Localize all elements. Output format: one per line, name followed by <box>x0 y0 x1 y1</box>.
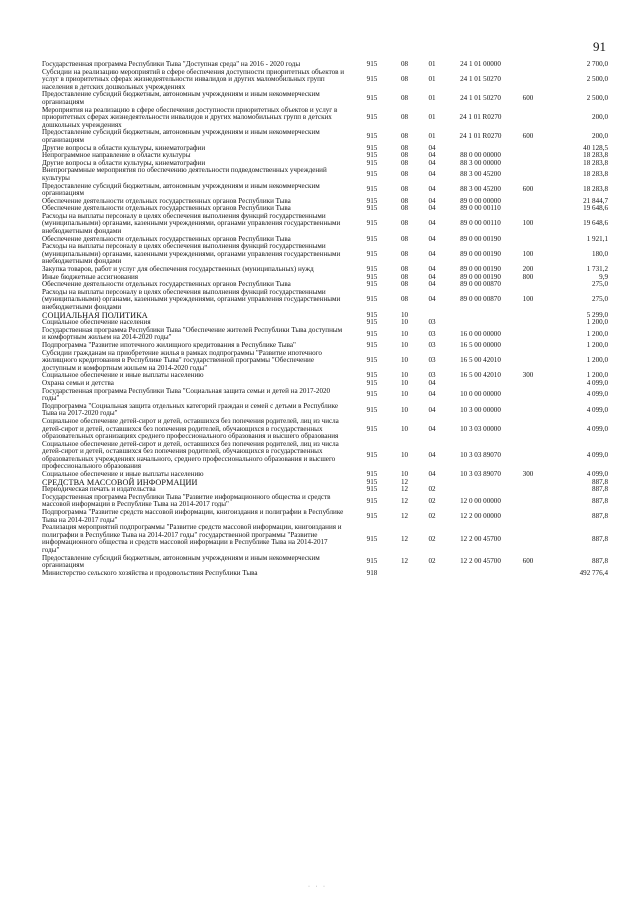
row-gr: 915 <box>366 318 378 327</box>
row-ps: 03 <box>428 340 436 349</box>
row-gr: 918 <box>366 568 378 577</box>
row-sum: 9,9 <box>599 272 608 281</box>
row-vr <box>514 570 542 578</box>
row-vr <box>514 479 542 487</box>
row-gr: 915 <box>366 557 378 566</box>
row-sum: 2 500,0 <box>586 94 608 103</box>
row-ps: 04 <box>428 280 436 289</box>
row-sum: 887,8 <box>592 485 608 494</box>
row-sum: 4 099,0 <box>586 378 608 387</box>
row-name: Социальное обеспечение населения <box>42 318 151 327</box>
row-sum: 1 200,0 <box>586 318 608 327</box>
table-row <box>42 129 608 144</box>
row-pr: 08 <box>400 295 409 304</box>
row-pr: 08 <box>400 143 409 152</box>
row-pr: 08 <box>400 75 409 84</box>
row-gr: 915 <box>366 60 378 68</box>
row-cs: 89 0 00 00110 <box>460 204 501 213</box>
row-pr: 08 <box>400 219 409 228</box>
row-gr: 915 <box>366 451 378 460</box>
row-ps: 04 <box>428 249 436 258</box>
row-vr: 100 <box>522 219 534 228</box>
row-cs: 24 1 01 50270 <box>460 75 501 84</box>
row-cs: 10 0 00 00000 <box>460 390 501 399</box>
row-gr: 915 <box>366 94 378 103</box>
table-row <box>42 91 608 106</box>
row-cs: 16 5 00 00000 <box>460 340 501 349</box>
row-name: Расходы на выплаты персоналу в целях обеспечения выполнения функций государственными (муниципальными) органами, казенными учреждениями, органами управления государственными внебюджетными фондами <box>42 287 341 311</box>
row-ps: 02 <box>428 534 436 543</box>
row-sum: 887,8 <box>592 534 608 543</box>
row-gr: 915 <box>366 272 378 281</box>
row-pr: 08 <box>400 280 409 289</box>
row-pr: 08 <box>400 94 409 103</box>
row-ps: 04 <box>428 390 436 399</box>
row-ps: 04 <box>428 378 436 387</box>
row-vr <box>514 167 542 182</box>
row-pr: 10 <box>400 371 409 380</box>
row-gr: 915 <box>366 151 378 160</box>
row-vr: 300 <box>522 470 534 479</box>
row-vr: 600 <box>522 557 534 566</box>
row-gr: 915 <box>366 329 378 338</box>
row-vr: 200 <box>522 265 534 274</box>
row-name: Обеспечение деятельности отдельных государственных органов Республики Тыва <box>42 280 291 289</box>
row-ps: 04 <box>428 295 436 304</box>
bottom-mark: · · · <box>308 884 327 890</box>
row-gr: 915 <box>366 378 378 387</box>
table-row <box>42 441 608 471</box>
row-vr <box>514 380 542 388</box>
row-pr: 12 <box>400 511 409 520</box>
row-cs: 12 2 00 00000 <box>460 511 501 520</box>
row-gr: 915 <box>366 113 378 122</box>
row-pr: 08 <box>400 158 409 167</box>
row-ps: 04 <box>428 451 436 460</box>
row-cs: 89 0 00 00190 <box>460 234 501 243</box>
table-row <box>42 327 608 342</box>
row-ps: 04 <box>428 196 436 205</box>
row-ps: 04 <box>428 158 436 167</box>
row-cs: 88 3 00 45200 <box>460 185 501 194</box>
row-ps: 01 <box>428 60 436 68</box>
row-gr: 915 <box>366 470 378 479</box>
row-ps: 02 <box>428 485 436 494</box>
row-sum: 275,0 <box>592 295 608 304</box>
row-name: Непрограммное направление в области культуры <box>42 151 191 160</box>
row-sum: 200,0 <box>592 132 608 141</box>
row-name: Социальное обеспечение детей-сирот и детей, оставшихся без попечения родителей, лиц из числа детей-сирот и детей, оставшихся без попечения родителей, обучающихся в государственных образовательных учреждениях начального, среднего профессионального образования и высшего профессионального образования <box>42 439 339 471</box>
row-name: Субсидии гражданам на приобретение жилья в рамках подпрограммы "Развитие ипотечного жилищного кредитования в Республике Тыва" государственной программы "Обеспечение доступным и комфортным жильем на 2014-2020 годы" <box>42 348 322 372</box>
row-pr: 08 <box>400 265 409 274</box>
row-cs: 89 0 00 00190 <box>460 272 501 281</box>
row-sum: 4 099,0 <box>586 390 608 399</box>
row-vr <box>514 388 542 403</box>
row-cs: 12 2 00 45700 <box>460 557 501 566</box>
row-cs: 24 1 01 50270 <box>460 94 501 103</box>
row-vr <box>514 69 542 92</box>
row-ps: 04 <box>428 470 436 479</box>
row-vr: 600 <box>522 94 534 103</box>
row-cs: 12 2 00 45700 <box>460 534 501 543</box>
row-vr <box>514 441 542 471</box>
row-ps: 04 <box>428 170 436 179</box>
row-sum: 2 700,0 <box>586 60 608 68</box>
row-name: Расходы на выплаты персоналу в целях обеспечения выполнения функций государственными (муниципальными) органами, казенными учреждениями, органами управления государственными внебюджетными фондами <box>42 242 341 266</box>
row-vr: 100 <box>522 295 534 304</box>
row-cs: 24 1 01 00000 <box>460 60 501 68</box>
row-name: Периодическая печать и издательства <box>42 485 156 494</box>
row-gr: 915 <box>366 356 378 365</box>
row-gr: 915 <box>366 196 378 205</box>
row-sum: 200,0 <box>592 113 608 122</box>
row-pr: 10 <box>400 378 409 387</box>
row-pr: 10 <box>400 329 409 338</box>
row-pr: 12 <box>400 534 409 543</box>
row-vr: 600 <box>522 185 534 194</box>
row-gr: 915 <box>366 496 378 505</box>
row-pr: 08 <box>400 185 409 194</box>
row-sum: 1 921,1 <box>586 234 608 243</box>
row-pr: 08 <box>400 234 409 243</box>
row-sum: 1 200,0 <box>586 371 608 380</box>
row-sum: 40 128,5 <box>583 143 608 152</box>
row-sum: 5 299,0 <box>586 310 608 319</box>
row-name: Другие вопросы в области культуры, кинематографии <box>42 143 206 152</box>
row-ps: 04 <box>428 204 436 213</box>
table-row <box>42 289 608 312</box>
table-row <box>42 69 608 92</box>
table-row <box>42 243 608 266</box>
row-ps: 04 <box>428 405 436 414</box>
row-ps: 02 <box>428 496 436 505</box>
row-sum: 4 099,0 <box>586 424 608 433</box>
table-row <box>42 107 608 130</box>
row-name: Реализация мероприятий подпрограммы "Развитие средств массовой информации, книгоиздания и полиграфии в Республике Тыва на 2014-2017 годы" государственной программы "Развитие информационного общества и средств массовой информации в Республике Тыва на 2014-2017 годы" <box>42 523 342 554</box>
row-vr: 600 <box>522 132 534 141</box>
row-pr: 08 <box>400 196 409 205</box>
row-pr: 08 <box>400 60 409 68</box>
row-name: Предоставление субсидий бюджетным, автономным учреждениям и иным некоммерческим организациям <box>42 181 320 198</box>
row-name: Обеспечение деятельности отдельных государственных органов Республики Тыва <box>42 196 291 205</box>
row-pr: 10 <box>400 390 409 399</box>
row-gr: 915 <box>366 265 378 274</box>
row-gr: 915 <box>366 310 378 319</box>
row-gr: 915 <box>366 234 378 243</box>
table-row <box>42 570 608 578</box>
row-cs <box>447 479 514 487</box>
table-row <box>42 555 608 570</box>
row-gr: 915 <box>366 405 378 414</box>
row-vr <box>514 403 542 418</box>
row-name: Социальное обеспечение и иные выплаты населению <box>42 371 204 380</box>
row-cs: 12 0 00 00000 <box>460 496 501 505</box>
row-cs: 89 0 00 00000 <box>460 196 501 205</box>
row-gr: 915 <box>366 390 378 399</box>
row-ps: 04 <box>428 272 436 281</box>
row-cs: 88 3 00 45200 <box>460 170 501 179</box>
row-vr <box>514 312 542 320</box>
row-gr: 915 <box>366 170 378 179</box>
row-name: Предоставление субсидий бюджетным, автономным учреждениям и иным некоммерческим организациям <box>42 553 320 570</box>
table-row <box>42 403 608 418</box>
row-gr: 915 <box>366 143 378 152</box>
row-vr <box>514 342 542 350</box>
row-pr: 10 <box>400 340 409 349</box>
row-ps: 04 <box>428 234 436 243</box>
row-cs: 88 3 00 00000 <box>460 158 501 167</box>
row-ps: 04 <box>428 424 436 433</box>
row-cs: 89 0 00 00190 <box>460 249 501 258</box>
row-ps: 03 <box>428 329 436 338</box>
row-ps: 04 <box>428 143 436 152</box>
row-vr <box>514 205 542 213</box>
row-pr: 08 <box>400 151 409 160</box>
row-vr <box>514 145 542 153</box>
row-name: СОЦИАЛЬНАЯ ПОЛИТИКА <box>42 310 148 320</box>
row-ps: 04 <box>428 151 436 160</box>
row-sum: 887,8 <box>592 511 608 520</box>
row-gr: 915 <box>366 158 378 167</box>
row-name: Закупка товаров, работ и услуг для обеспечения государственных (муниципальных) нужд <box>42 265 314 274</box>
row-vr <box>514 281 542 289</box>
row-cs <box>447 312 514 320</box>
row-name: Государственная программа Республики Тыва "Развитие информационного общества и средств массовой информации в Республике Тыва на 2014-2017 годы" <box>42 492 331 509</box>
row-vr <box>514 327 542 342</box>
row-cs <box>447 380 514 388</box>
row-sum: 1 200,0 <box>586 356 608 365</box>
row-pr: 10 <box>400 356 409 365</box>
row-name: Подпрограмма "Развитие ипотечного жилищного кредитования в Республике Тыва" <box>42 340 296 349</box>
row-gr: 915 <box>366 295 378 304</box>
row-sum: 19 648,6 <box>583 219 608 228</box>
row-gr: 915 <box>366 511 378 520</box>
row-sum: 180,0 <box>592 249 608 258</box>
row-pr: 08 <box>400 204 409 213</box>
row-pr: 12 <box>400 496 409 505</box>
row-name: Социальное обеспечение детей-сирот и детей, оставшихся без попечения родителей, лиц из числа детей-сирот и детей, оставшихся без попечения родителей, обучающихся в государственных образовательных организациях среднего профессионального образования и высшего образования <box>42 416 339 441</box>
row-name: Охрана семьи и детства <box>42 378 114 387</box>
row-pr: 12 <box>400 477 409 486</box>
row-gr: 915 <box>366 185 378 194</box>
row-gr: 915 <box>366 477 378 486</box>
table-row <box>42 350 608 373</box>
row-name: Государственная программа Республики Тыва "Социальная защита семьи и детей на 2017-2020 годы" <box>42 386 331 403</box>
row-ps: 01 <box>428 113 436 122</box>
row-gr: 915 <box>366 132 378 141</box>
row-sum: 4 099,0 <box>586 451 608 460</box>
row-ps: 04 <box>428 185 436 194</box>
row-cs: 10 3 03 89070 <box>460 470 501 479</box>
row-sum: 492 776,4 <box>579 568 608 577</box>
row-sum: 1 200,0 <box>586 340 608 349</box>
row-cs: 89 0 00 00870 <box>460 295 501 304</box>
row-vr: 100 <box>522 249 534 258</box>
row-ps: 03 <box>428 318 436 327</box>
row-cs <box>447 486 514 494</box>
row-cs <box>447 570 514 578</box>
row-vr <box>514 486 542 494</box>
row-ps: 01 <box>428 94 436 103</box>
row-ps: 03 <box>428 371 436 380</box>
row-cs: 10 3 03 00000 <box>460 424 501 433</box>
row-name: Иные бюджетные ассигнования <box>42 272 139 281</box>
row-name: Государственная программа Республики Тыва "Обеспечение жителей Республики Тыва доступным и комфортным жильем на 2014-2020 годы" <box>42 325 343 342</box>
row-name: Социальное обеспечение и иные выплаты населению <box>42 470 204 479</box>
page-number: 91 <box>593 39 606 54</box>
row-vr <box>514 236 542 244</box>
row-pr: 10 <box>400 451 409 460</box>
row-vr <box>514 319 542 327</box>
row-name: Государственная программа Республики Тыва "Доступная среда" на 2016 - 2020 годы <box>42 60 301 68</box>
row-gr: 915 <box>366 75 378 84</box>
row-cs: 24 1 01 R0270 <box>459 132 502 141</box>
row-sum: 4 099,0 <box>586 405 608 414</box>
row-pr: 10 <box>400 470 409 479</box>
row-name: Подпрограмма "Развитие средств массовой информации, книгоиздания и полиграфии в Республике Тыва на 2014-2017 годы" <box>42 508 344 524</box>
row-pr: 08 <box>400 132 409 141</box>
row-cs: 89 0 00 00110 <box>460 219 501 228</box>
row-ps: 04 <box>428 265 436 274</box>
table-row <box>42 524 608 554</box>
row-name: Другие вопросы в области культуры, кинематографии <box>42 158 206 167</box>
row-cs: 89 0 00 00190 <box>460 265 501 274</box>
row-vr <box>514 160 542 168</box>
row-vr <box>514 61 542 69</box>
row-gr: 915 <box>366 424 378 433</box>
table-row <box>42 494 608 509</box>
row-name: Обеспечение деятельности отдельных государственных органов Республики Тыва <box>42 234 291 243</box>
row-name: Подпрограмма "Социальная защита отдельных категорий граждан и семей с детьми в Республике Тыва на 2017-2020 годы" <box>42 401 339 418</box>
row-gr: 915 <box>366 534 378 543</box>
row-ps <box>417 570 447 578</box>
row-gr: 915 <box>366 249 378 258</box>
row-cs: 89 0 00 00870 <box>460 280 501 289</box>
row-sum: 18 283,8 <box>583 158 608 167</box>
row-vr <box>514 198 542 206</box>
row-ps: 01 <box>428 132 436 141</box>
row-sum: 18 283,8 <box>583 170 608 179</box>
table-row <box>42 509 608 524</box>
row-gr: 915 <box>366 219 378 228</box>
row-sum: 21 844,7 <box>583 196 608 205</box>
row-name: Субсидии на реализацию мероприятий в сфере обеспечения доступности приоритетных объектов и услуг в приоритетных сферах жизнедеятельности инвалидов и других маломобильных групп населения в детских дошкольных учреждениях <box>42 67 345 91</box>
row-name: Обеспечение деятельности отдельных государственных органов Республики Тыва <box>42 204 291 213</box>
row-pr: 08 <box>400 170 409 179</box>
row-sum: 887,8 <box>592 496 608 505</box>
row-ps: 02 <box>428 511 436 520</box>
row-pr: 08 <box>400 249 409 258</box>
row-vr <box>514 107 542 130</box>
row-vr <box>514 418 542 441</box>
budget-table <box>42 61 608 577</box>
row-vr: 800 <box>522 272 534 281</box>
row-name: СРЕДСТВА МАССОВОЙ ИНФОРМАЦИИ <box>42 477 198 487</box>
table-row <box>42 372 608 380</box>
row-gr: 915 <box>366 204 378 213</box>
row-sum: 2 500,0 <box>586 75 608 84</box>
row-pr: 10 <box>400 310 409 319</box>
row-ps: 02 <box>428 557 436 566</box>
row-name: Предоставление субсидий бюджетным, автономным учреждениям и иным некоммерческим организациям <box>42 128 320 144</box>
row-vr <box>514 509 542 524</box>
table-row <box>42 183 608 198</box>
row-pr: 12 <box>400 485 409 494</box>
row-vr <box>514 524 542 554</box>
row-ps: 04 <box>428 219 436 228</box>
row-ps: 03 <box>428 356 436 365</box>
table-row <box>42 418 608 441</box>
row-vr: 300 <box>522 371 534 380</box>
row-gr: 915 <box>366 340 378 349</box>
row-gr: 915 <box>366 280 378 289</box>
row-cs: 10 3 00 00000 <box>460 405 501 414</box>
row-pr: 08 <box>400 272 409 281</box>
row-sum: 887,8 <box>592 557 608 566</box>
row-cs: 24 1 01 R0270 <box>459 113 502 122</box>
row-sum: 1 731,2 <box>586 265 608 274</box>
table-row <box>42 213 608 236</box>
row-gr: 915 <box>366 371 378 380</box>
row-cs: 16 0 00 00000 <box>460 329 501 338</box>
row-pr <box>392 570 417 578</box>
row-vr <box>514 152 542 160</box>
row-cs: 10 3 03 89070 <box>460 451 501 460</box>
row-cs <box>447 319 514 327</box>
table-row <box>42 388 608 403</box>
row-pr: 10 <box>400 424 409 433</box>
row-sum: 1 200,0 <box>586 329 608 338</box>
row-sum: 18 283,8 <box>583 185 608 194</box>
budget-table-body <box>42 61 608 577</box>
row-cs: 88 0 00 00000 <box>460 151 501 160</box>
row-sum: 275,0 <box>592 280 608 289</box>
row-sum: 4 099,0 <box>586 470 608 479</box>
row-name: Внепрограммные мероприятия по обеспечению деятельности подведомственных учреждений культуры <box>42 166 327 182</box>
row-cs: 16 5 00 42010 <box>460 371 501 380</box>
row-name: Мероприятия на реализацию в сфере обеспечения доступности приоритетных объектов и услуг в приоритетных сферах жизнедеятельности инвалидов и других маломобильных групп в детских дошкольных учреждениях <box>42 105 338 129</box>
row-ps: 01 <box>428 75 436 84</box>
row-pr: 12 <box>400 557 409 566</box>
row-pr: 08 <box>400 113 409 122</box>
table-row <box>42 167 608 182</box>
row-gr: 915 <box>366 485 378 494</box>
row-cs: 16 5 00 42010 <box>460 356 501 365</box>
row-name: Предоставление субсидий бюджетным, автономным учреждениям и иным некоммерческим организациям <box>42 90 320 106</box>
row-vr <box>514 350 542 373</box>
row-name: Расходы на выплаты персоналу в целях обеспечения выполнения функций государственными (муниципальными) органами, казенными учреждениями, органами управления государственными внебюджетными фондами <box>42 211 341 236</box>
row-pr: 10 <box>400 405 409 414</box>
row-sum: 887,8 <box>592 477 608 486</box>
row-vr <box>514 494 542 509</box>
row-name: Министерство сельского хозяйства и продовольствия Республики Тыва <box>42 568 258 577</box>
row-sum: 18 283,8 <box>583 151 608 160</box>
row-sum: 19 648,6 <box>583 204 608 213</box>
row-pr: 10 <box>400 318 409 327</box>
